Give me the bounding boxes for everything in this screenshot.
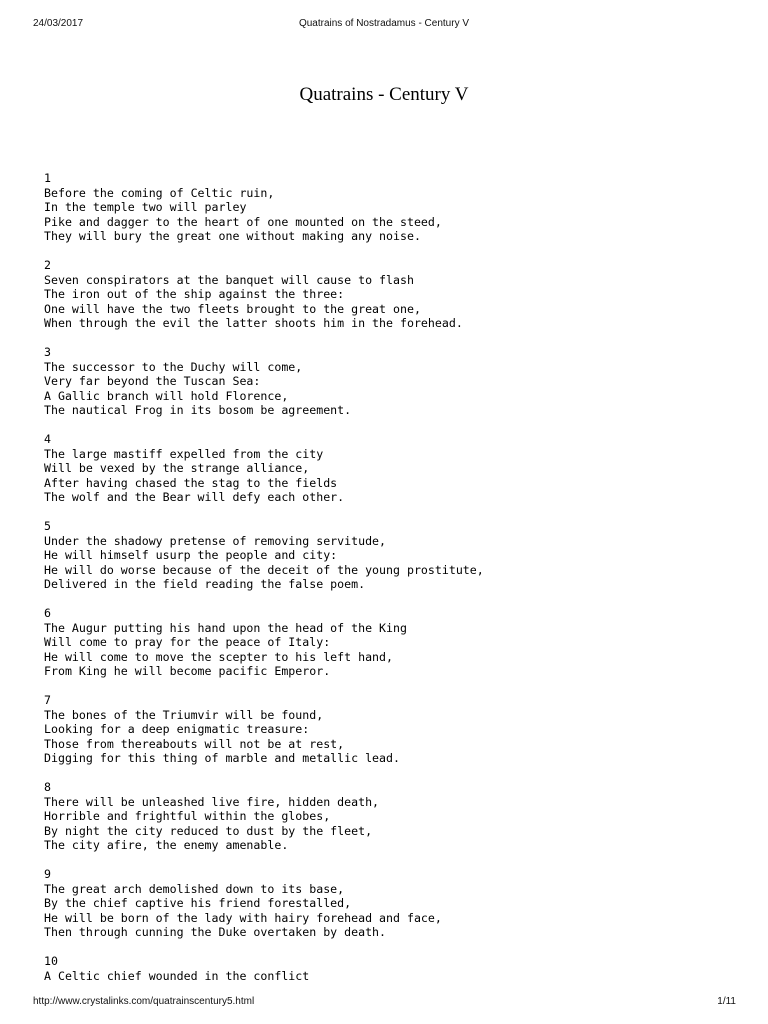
quatrain-number: 4	[44, 432, 51, 446]
quatrain-line: Before the coming of Celtic ruin,	[44, 185, 275, 200]
quatrain-number: 6	[44, 606, 51, 620]
quatrain	[44, 432, 744, 505]
quatrain	[44, 519, 744, 592]
quatrain-line: He will come to move the scepter to his left hand,	[44, 649, 394, 664]
quatrain-line: A Celtic chief wounded in the conflict	[44, 968, 310, 983]
quatrain-line: After having chased the stag to the fields	[44, 475, 338, 490]
print-header	[0, 6, 768, 29]
quatrain-line: By the chief captive his friend forestalled,	[44, 896, 352, 910]
quatrain-line: By night the city reduced to dust by the fleet,	[44, 823, 373, 838]
quatrain-line: In the temple two will parley	[44, 200, 247, 214]
quatrain	[44, 258, 744, 331]
quatrain-line: Very far beyond the Tuscan Sea:	[44, 374, 261, 388]
quatrain-line: The city afire, the enemy amenable.	[44, 838, 289, 852]
quatrain-line: From King he will become pacific Emperor.	[44, 664, 331, 678]
quatrain-line: He will do worse because of the deceit of the young prostitute,	[44, 562, 484, 577]
quatrain-line: The Augur putting his hand upon the head of the King	[44, 620, 407, 635]
quatrain-line: One will have the two fleets brought to the great one,	[44, 301, 421, 316]
quatrain-line: The iron out of the ship against the three:	[44, 287, 345, 301]
quatrain-number: 7	[44, 693, 51, 707]
quatrain-line: The nautical Frog in its bosom be agreement.	[44, 403, 352, 417]
quatrain-line: Under the shadowy pretense of removing servitude,	[44, 533, 387, 548]
quatrain	[44, 954, 744, 983]
quatrain-number: 9	[44, 867, 51, 881]
source-url[interactable]: http://www.crystalinks.com/quatrainscentury5.html	[33, 996, 255, 1007]
print-date: 24/03/2017	[33, 18, 84, 29]
quatrain	[44, 867, 744, 940]
quatrain	[44, 171, 744, 244]
quatrain-line: He will be born of the lady with hairy forehead and face,	[44, 910, 442, 925]
quatrain-line: Pike and dagger to the heart of one mounted on the steed,	[44, 214, 442, 229]
quatrain-line: Digging for this thing of marble and metallic lead.	[44, 751, 400, 765]
quatrain-number: 8	[44, 780, 51, 794]
quatrain-line: When through the evil the latter shoots him in the forehead.	[44, 316, 463, 330]
quatrain-line: Looking for a deep enigmatic treasure:	[44, 722, 310, 736]
page-title: Quatrains - Century V	[299, 84, 469, 105]
quatrain-number: 5	[44, 519, 51, 533]
quatrain-line: Delivered in the field reading the false poem.	[44, 577, 366, 591]
quatrain-list	[44, 171, 744, 998]
quatrain-number: 2	[44, 258, 51, 272]
print-footer	[0, 996, 768, 1010]
quatrain-line: The wolf and the Bear will defy each other.	[44, 490, 345, 504]
page-number: 1/11	[717, 996, 736, 1007]
quatrain-line: Will come to pray for the peace of Italy:	[44, 635, 331, 649]
quatrain-line: There will be unleashed live fire, hidden death,	[44, 794, 380, 809]
quatrain-line: They will bury the great one without making any noise.	[44, 229, 421, 243]
quatrain-line: The successor to the Duchy will come,	[44, 359, 303, 374]
quatrain	[44, 693, 744, 766]
quatrain-line: The great arch demolished down to its base,	[44, 881, 345, 896]
quatrain-number: 1	[44, 171, 51, 185]
quatrain-line: Horrible and frightful within the globes,	[44, 809, 331, 823]
quatrain-line: The large mastiff expelled from the city	[44, 446, 324, 461]
quatrain-line: A Gallic branch will hold Florence,	[44, 388, 289, 403]
quatrain	[44, 345, 744, 418]
print-document-title: Quatrains of Nostradamus - Century V	[298, 18, 470, 29]
quatrain-number: 3	[44, 345, 51, 359]
quatrain-number: 10	[44, 954, 58, 968]
quatrain	[44, 606, 744, 679]
quatrain	[44, 780, 744, 853]
quatrain-line: The bones of the Triumvir will be found,	[44, 707, 324, 722]
quatrain-line: Will be vexed by the strange alliance,	[44, 461, 310, 475]
quatrain-line: Then through cunning the Duke overtaken by death.	[44, 925, 387, 939]
quatrain-line: Those from thereabouts will not be at rest,	[44, 736, 345, 751]
quatrain-line: Seven conspirators at the banquet will cause to flash	[44, 272, 414, 287]
quatrain-line: He will himself usurp the people and city:	[44, 548, 338, 562]
